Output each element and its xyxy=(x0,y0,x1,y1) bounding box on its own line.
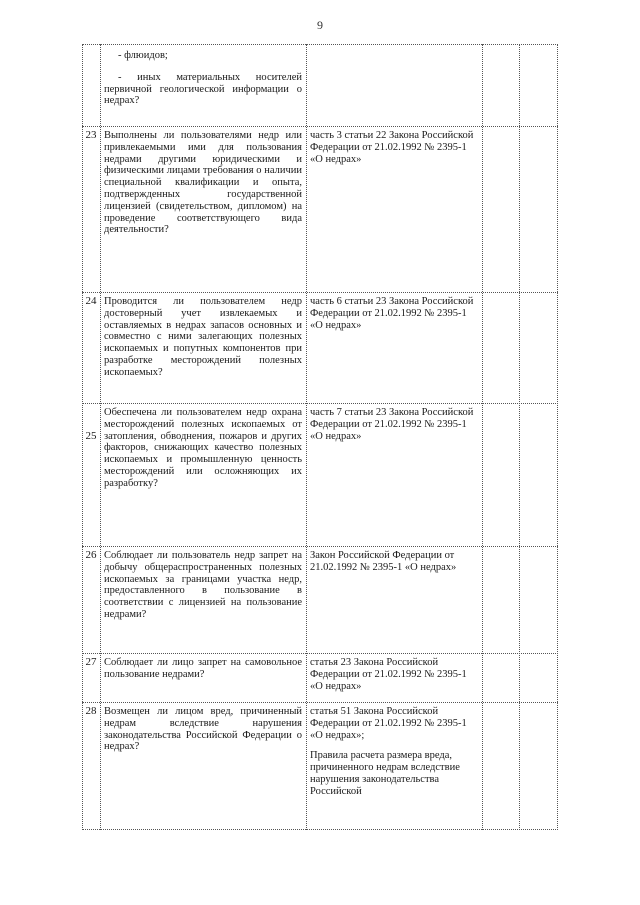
row-number: 27 xyxy=(85,656,97,668)
legal-basis-cell xyxy=(310,130,480,165)
column-divider xyxy=(519,44,520,830)
question-text: Выполнены ли пользователями недр или привлекаемыми ими для пользования недрами другими юридическими и физическими лицами требования о наличии специальной квалификации и опыта, подтвержденных государственной лицензией (свидетельством, дипломом) на проведение соответствующего вида деятельности? xyxy=(104,130,302,236)
legal-basis-cell xyxy=(310,550,480,574)
legal-basis-cell xyxy=(310,706,480,798)
question-cell xyxy=(104,706,302,753)
legal-basis-text: статья 51 Закона Российской Федерации от 21.02.1992 № 2395-1 «О недрах»; xyxy=(310,706,467,741)
question-text: Возмещен ли лицом вред, причиненный недрам вследствие нарушения законодательства Российской Федерации о недрах? xyxy=(104,706,302,753)
row-divider xyxy=(82,653,558,654)
legal-basis-text: часть 7 статьи 23 Закона Российской Федерации от 21.02.1992 № 2395-1 «О недрах» xyxy=(310,407,474,442)
row-divider xyxy=(82,44,558,45)
row-divider xyxy=(82,126,558,127)
column-divider xyxy=(100,44,101,830)
row-divider xyxy=(82,829,558,830)
question-cell xyxy=(104,407,302,490)
inspection-checklist-table xyxy=(82,44,558,830)
column-divider xyxy=(482,44,483,830)
page-number: 9 xyxy=(317,18,323,32)
row-divider xyxy=(82,403,558,404)
legal-basis-text: часть 6 статьи 23 Закона Российской Федерации от 21.02.1992 № 2395-1 «О недрах» xyxy=(310,296,474,331)
row-divider xyxy=(82,702,558,703)
row-number: 25 xyxy=(85,430,97,442)
legal-basis-cell xyxy=(310,296,480,331)
column-divider xyxy=(557,44,558,830)
legal-basis-text: часть 3 статьи 22 Закона Российской Федерации от 21.02.1992 № 2395-1 «О недрах» xyxy=(310,130,474,165)
question-text: Обеспечена ли пользователем недр охрана месторождений полезных ископаемых от затопления, обводнения, пожаров и других факторов, снижающих качество полезных ископаемых и промышленную ценность месторождений или осложняющих их разработку? xyxy=(104,407,302,489)
question-cell xyxy=(104,296,302,379)
question-text: Соблюдает ли лицо запрет на самовольное пользование недрами? xyxy=(104,657,302,680)
legal-basis-text: Правила расчета размера вреда, причиненного недрам вследствие нарушения законодательства Российской xyxy=(310,750,460,797)
question-text: - флюидов; xyxy=(118,50,168,61)
row-number: 28 xyxy=(85,705,97,717)
question-cell xyxy=(104,50,302,107)
row-divider xyxy=(82,292,558,293)
column-divider xyxy=(306,44,307,830)
question-cell xyxy=(104,657,302,681)
legal-basis-text: статья 23 Закона Российской Федерации от 21.02.1992 № 2395-1 «О недрах» xyxy=(310,657,467,692)
legal-basis-text: Закон Российской Федерации от 21.02.1992 № 2395-1 «О недрах» xyxy=(310,550,457,573)
row-divider xyxy=(82,546,558,547)
question-cell xyxy=(104,550,302,621)
question-cell xyxy=(104,130,302,236)
question-text: Соблюдает ли пользователь недр запрет на добычу общераспространенных полезных ископаемых за границами участка недр, предоставленного в пользование в соответствии с лицензией на пользование недрами? xyxy=(104,550,302,620)
legal-basis-cell xyxy=(310,657,480,692)
legal-basis-cell xyxy=(310,407,480,442)
question-text: - иных материальных носителей первичной геологической информации о недрах? xyxy=(104,71,302,107)
row-number: 26 xyxy=(85,549,97,561)
row-number: 23 xyxy=(85,129,97,141)
question-text: Проводится ли пользователем недр достоверный учет извлекаемых и оставляемых в недрах запасов основных и совместно с ними залегающих полезных ископаемых и попутных компонентов при разработке месторождений полезных ископаемых? xyxy=(104,296,302,378)
row-number: 24 xyxy=(85,295,97,307)
